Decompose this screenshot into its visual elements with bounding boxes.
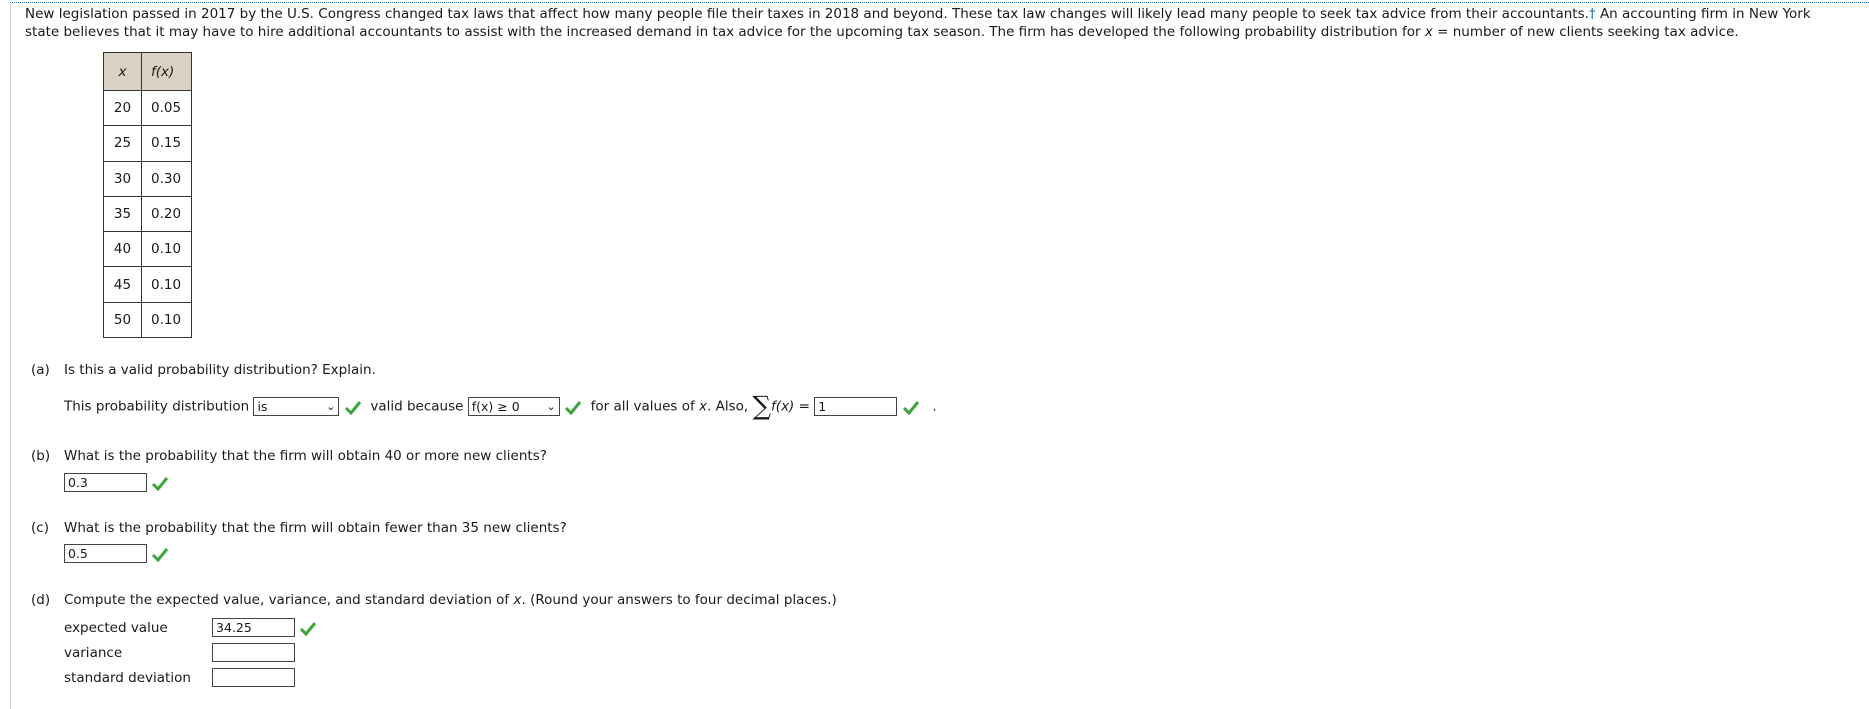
- checkmark-icon: [151, 475, 169, 491]
- table-row: [104, 196, 192, 231]
- table-row: [104, 91, 192, 126]
- select-value: f(x) ≥ 0: [471, 399, 520, 414]
- question-variable: x: [513, 592, 522, 608]
- answer-input[interactable]: 0.5: [64, 544, 147, 563]
- cell-fx: 0.20: [142, 196, 192, 231]
- expected-value-label: expected value: [64, 619, 168, 636]
- part-d-question: [31, 592, 837, 608]
- answer-input[interactable]: 0.3: [64, 473, 147, 492]
- part-c-answer-line: [64, 544, 169, 563]
- part-label: (a): [31, 362, 50, 378]
- intro-variable: x: [1424, 24, 1433, 40]
- probability-table: [103, 52, 192, 338]
- checkmark-icon: [564, 399, 582, 415]
- variance-label: variance: [64, 644, 123, 661]
- problem-intro: [25, 5, 1845, 41]
- standard-deviation-row: [64, 668, 295, 687]
- cell-x: 45: [104, 267, 142, 302]
- table-row: [104, 302, 192, 337]
- intro-text-2: An accounting firm in New York state believes that it may have to hire additional accountants to assist with the increased demand in tax advice for the upcoming tax season. The firm has developed the following probability distribution for: [25, 6, 1811, 40]
- answer-suffix-2: . Also,: [707, 398, 749, 415]
- answer-suffix: for all values of: [590, 398, 700, 415]
- part-label: (c): [31, 520, 49, 536]
- intro-text: New legislation passed in 2017 by the U.S. Congress changed tax laws that affect how many people file their taxes in 2018 and beyond. These tax law changes will likely lead many people to seek tax advice from their accountants.: [25, 6, 1589, 22]
- answer-variable: x: [699, 398, 708, 415]
- table-row: [104, 267, 192, 302]
- part-label: (b): [31, 448, 51, 464]
- footnote-link[interactable]: †: [1588, 6, 1596, 22]
- cell-x: 35: [104, 196, 142, 231]
- answer-mid: valid because: [370, 398, 464, 415]
- table-row: [104, 161, 192, 196]
- cell-fx: 0.30: [142, 161, 192, 196]
- sigma-symbol: ∑: [752, 391, 772, 422]
- sum-expression: f(x) =: [771, 398, 810, 415]
- validity-select[interactable]: [253, 397, 339, 416]
- checkmark-icon: [151, 546, 169, 562]
- header-fx: f(x): [142, 53, 192, 91]
- standard-deviation-input[interactable]: [212, 668, 295, 687]
- part-a-answer-line: [64, 391, 937, 422]
- header-x: x: [104, 53, 142, 91]
- cell-fx: 0.10: [142, 267, 192, 302]
- chevron-down-icon: ⌄: [326, 400, 336, 413]
- table-row: [104, 232, 192, 267]
- cell-x: 25: [104, 126, 142, 161]
- intro-text-3: = number of new clients seeking tax advice.: [1432, 24, 1739, 40]
- question-text: What is the probability that the firm will obtain fewer than 35 new clients?: [64, 520, 567, 536]
- part-a-question: [31, 362, 376, 378]
- cell-fx: 0.10: [142, 302, 192, 337]
- part-b-question: [31, 448, 547, 464]
- sum-input[interactable]: 1: [814, 397, 897, 416]
- part-label: (d): [31, 592, 51, 608]
- expected-value-row: [64, 618, 317, 637]
- answer-prefix: This probability distribution: [64, 398, 250, 415]
- question-text: What is the probability that the firm will obtain 40 or more new clients?: [64, 448, 547, 464]
- question-text: Is this a valid probability distribution? Explain.: [64, 362, 376, 378]
- cell-fx: 0.15: [142, 126, 192, 161]
- checkmark-icon: [344, 399, 362, 415]
- part-b-answer-line: [64, 473, 169, 492]
- standard-deviation-label: standard deviation: [64, 669, 191, 686]
- chevron-down-icon: ⌄: [546, 400, 556, 413]
- checkmark-icon: [299, 620, 317, 636]
- cell-fx: 0.10: [142, 232, 192, 267]
- reason-select[interactable]: [468, 397, 560, 416]
- variance-input[interactable]: [212, 643, 295, 662]
- cell-x: 50: [104, 302, 142, 337]
- cell-x: 20: [104, 91, 142, 126]
- checkmark-icon: [902, 399, 920, 415]
- select-value: is: [257, 399, 268, 414]
- cell-x: 40: [104, 232, 142, 267]
- expected-value-input[interactable]: 34.25: [212, 618, 295, 637]
- cell-fx: 0.05: [142, 91, 192, 126]
- question-text: Compute the expected value, variance, and standard deviation of: [64, 592, 514, 608]
- table-row: [104, 126, 192, 161]
- variance-row: [64, 643, 295, 662]
- answer-end: .: [932, 398, 937, 415]
- cell-x: 30: [104, 161, 142, 196]
- question-text-2: . (Round your answers to four decimal places.): [521, 592, 837, 608]
- part-c-question: [31, 520, 567, 536]
